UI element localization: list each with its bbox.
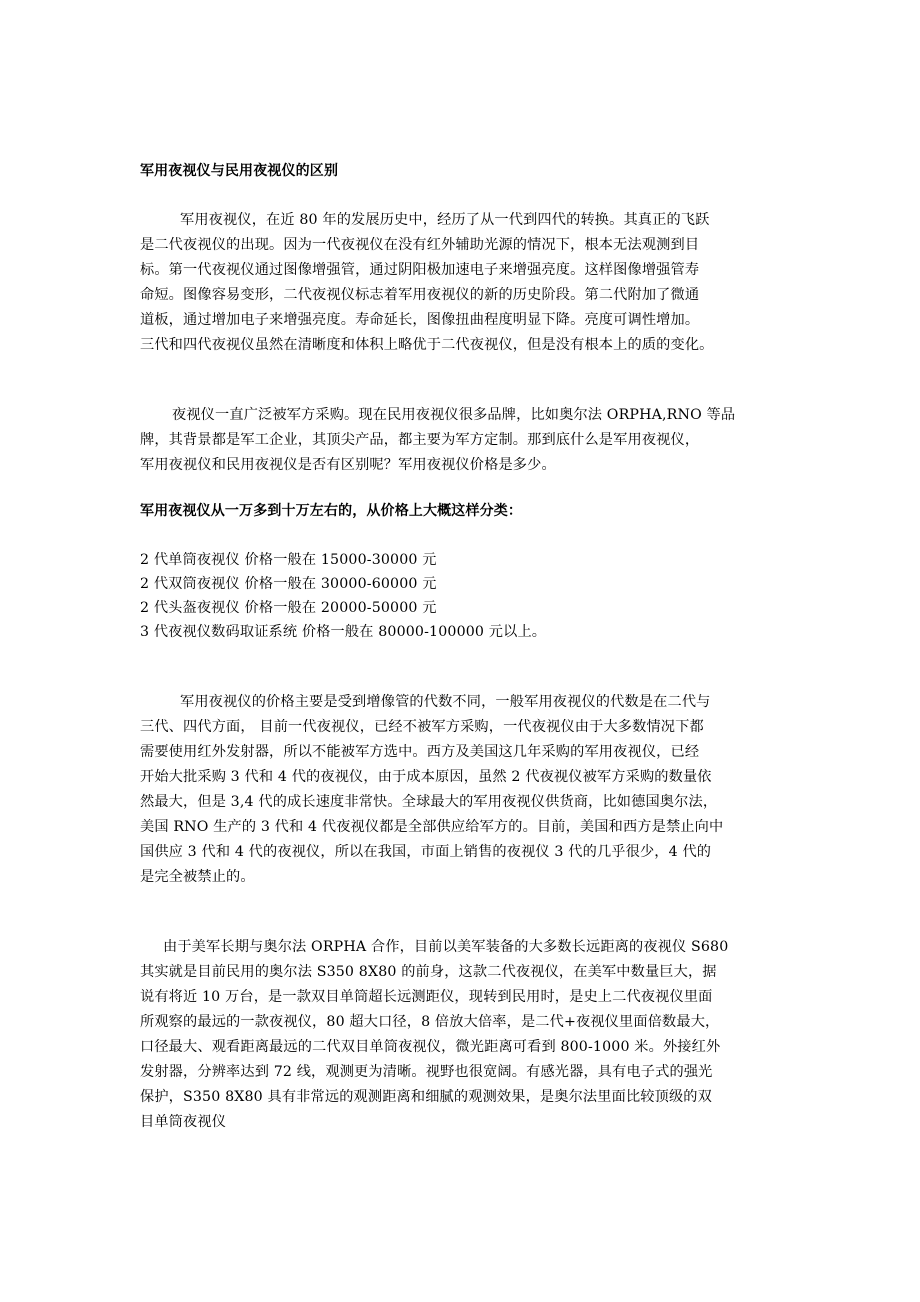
document-title: 军用夜视仪与民用夜视仪的区别 [140,163,339,179]
paragraph-line: 然最大，但是 3,4 代的成长速度非常快。全球最大的军用夜视仪供货商，比如德国奥尔法， [140,794,718,810]
paragraph-line: 所观察的最远的一款夜视仪，80 超大口径，8 倍放大倍率，是二代+夜视仪里面倍数最大， [140,1014,720,1030]
paragraph-line: 标。第一代夜视仪通过图像增强管，通过阴阳极加速电子来增强亮度。这样图像增强管寿 [140,262,700,278]
paragraph-line: 军用夜视仪和民用夜视仪是否有区别呢？军用夜视仪价格是多少。 [140,457,556,473]
paragraph-line: 国供应 3 代和 4 代的夜视仪，所以在我国，市面上销售的夜视仪 3 代的几乎很少，4 代的 [140,844,712,860]
paragraph-line: 由于美军长期与奥尔法 ORPHA 合作，目前以美军装备的大多数长远距离的夜视仪 S680 [163,939,729,955]
paragraph-line: 军用夜视仪的价格主要是受到增像管的代数不同，一般军用夜视仪的代数是在二代与 [180,694,711,710]
paragraph-line: 军用夜视仪，在近 80 年的发展历史中，经历了从一代到四代的转换。其真正的飞跃 [180,212,710,228]
paragraph-line: 是二代夜视仪的出现。因为一代夜视仪在没有红外辅助光源的情况下，根本无法观测到目 [140,237,700,253]
paragraph-line: 其实就是目前民用的奥尔法 S350 8X80 的前身，这款二代夜视仪，在美军中数量巨大，据 [140,964,717,980]
price-heading: 军用夜视仪从一万多到十万左右的，从价格上大概这样分类： [140,503,523,519]
paragraph-line: 开始大批采购 3 代和 4 代的夜视仪，由于成本原因，虽然 2 代夜视仪被军方采购的数量依 [140,769,712,785]
paragraph-line: 保护，S350 8X80 具有非常远的观测距离和细腻的观测效果，是奥尔法里面比较顶级的双 [140,1089,712,1105]
paragraph-line: 牌，其背景都是军工企业，其顶尖产品，都主要为军方定制。那到底什么是军用夜视仪， [140,432,700,448]
paragraph-line: 夜视仪一直广泛被军方采购。现在民用夜视仪很多品牌，比如奥尔法 ORPHA,RNO 等品 [172,407,736,423]
paragraph-line: 命短。图像容易变形，二代夜视仪标志着军用夜视仪的新的历史阶段。第二代附加了微通 [140,287,700,303]
paragraph-line: 是完全被禁止的。 [140,869,255,885]
paragraph-line: 需要使用红外发射器，所以不能被军方选中。西方及美国这几年采购的军用夜视仪，已经 [140,744,700,760]
paragraph-line: 目单筒夜视仪 [140,1114,227,1130]
price-list-item: 2 代单筒夜视仪 价格一般在 15000-30000 元 [140,552,437,568]
paragraph-line: 美国 RNO 生产的 3 代和 4 代夜视仪都是全部供应给军方的。目前，美国和西方是禁止向中 [140,819,724,835]
price-list-item: 2 代双筒夜视仪 价格一般在 30000-60000 元 [140,576,437,592]
paragraph-line: 发射器，分辨率达到 72 线，观测更为清晰。视野也很宽阔。有感光器，具有电子式的强光 [140,1064,713,1080]
paragraph-line: 三代和四代夜视仪虽然在清晰度和体积上略优于二代夜视仪，但是没有根本上的质的变化。 [140,337,714,353]
price-list-item: 3 代夜视仪数码取证系统 价格一般在 80000-100000 元以上。 [140,624,547,640]
paragraph-line: 道板，通过增加电子来增强亮度。寿命延长，图像扭曲程度明显下降。亮度可调性增加。 [140,312,700,328]
paragraph-line: 三代、四代方面， 目前一代夜视仪，已经不被军方采购，一代夜视仪由于大多数情况下都 [140,719,704,735]
paragraph-line: 说有将近 10 万台，是一款双目单筒超长远测距仪，现转到民用时，是史上二代夜视仪里面 [140,989,713,1005]
price-list-item: 2 代头盔夜视仪 价格一般在 20000-50000 元 [140,600,437,616]
paragraph-line: 口径最大、观看距离最远的二代双目单筒夜视仪，微光距离可看到 800-1000 米。外接红外 [140,1039,721,1055]
